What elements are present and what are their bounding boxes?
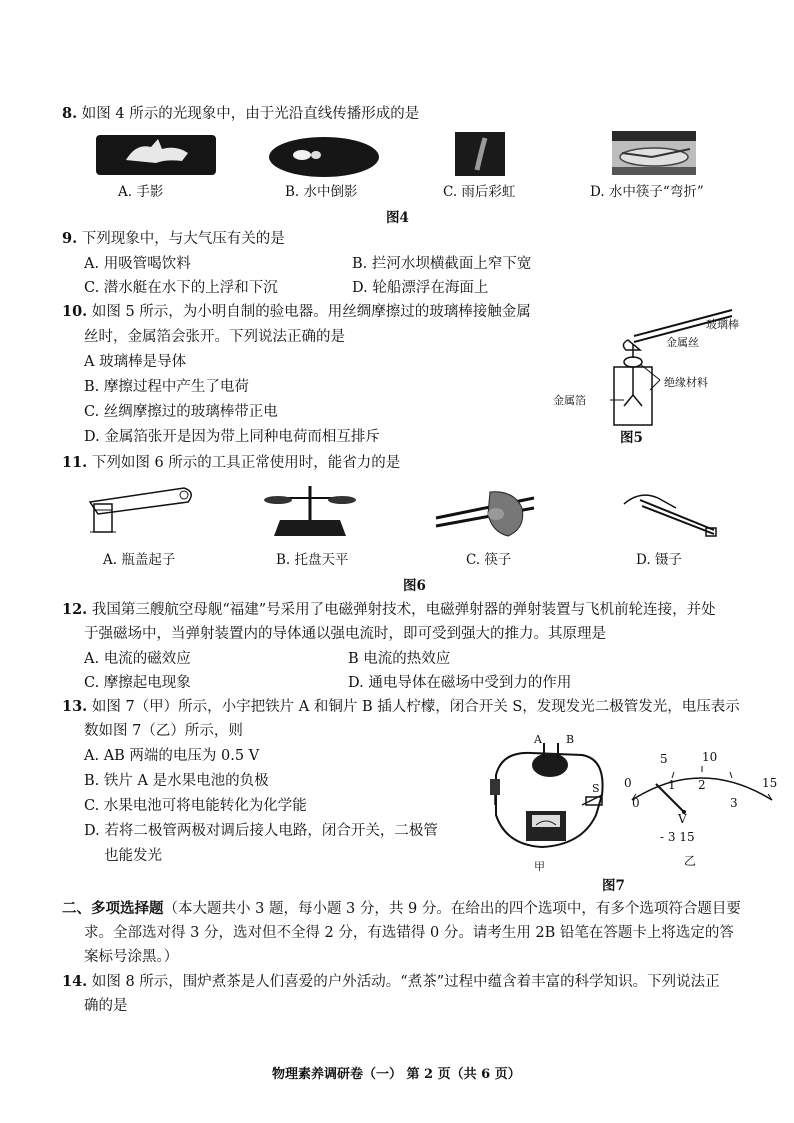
rainbow-image	[455, 132, 505, 176]
chopsticks-image	[430, 484, 540, 540]
section2-text-3: 案标号涂黑。）	[84, 949, 179, 965]
q12-option-d: D. 通电导体在磁场中受到力的作用	[348, 675, 572, 691]
q8-stem-text: 如图 4 所示的光现象中，由于光沿直线传播形成的是	[81, 106, 420, 122]
q12-stem-line1	[62, 600, 716, 620]
q9-number: 9.	[62, 230, 78, 247]
lemon-battery-circuit	[482, 735, 612, 865]
q8-option-c: C. 雨后彩虹	[443, 184, 516, 200]
q11-option-d: D. 镊子	[636, 552, 682, 568]
glass-rod-label: 玻璃棒	[706, 318, 739, 331]
insulator-label: 绝缘材料	[664, 376, 708, 389]
q8-option-a: A. 手影	[118, 184, 164, 200]
q10-option-d: D. 金属箔张开是因为带上同种电荷而相互排斥	[84, 429, 380, 445]
dial-top-tick-5: 5	[660, 752, 668, 766]
q12-option-a: A. 电流的磁效应	[84, 651, 191, 667]
figure-5-label: 图5	[620, 430, 643, 446]
hand-shadow-image	[96, 135, 216, 175]
section2-text-2: 求。全部选对得 3 分，选对但不全得 2 分，有选错得 0 分。请考生用 2B 铅笔在答题卡上将选定的答	[84, 925, 734, 941]
q13-stem-text-1: 如图 7（甲）所示，小宇把铁片 A 和铜片 B 插人柠檬，闭合开关 S，发现发光二极管发光，电压表示	[91, 699, 740, 715]
q11-stem	[62, 453, 400, 473]
dial-bottom-tick-2: 2	[698, 778, 706, 792]
figure-4-label: 图4	[386, 210, 409, 226]
q8-stem	[62, 104, 419, 124]
dial-top-tick-0: 0	[624, 776, 632, 790]
q11-stem-text: 下列如图 6 所示的工具正常使用时，能省力的是	[91, 455, 401, 471]
q11-option-a: A. 瓶盖起子	[103, 552, 176, 568]
q13-option-c: C. 水果电池可将电能转化为化学能	[84, 798, 307, 814]
q12-stem-line2: 于强磁场中，当弹射装置内的导体通以强电流时，即可受到强大的推力。其原理是	[84, 626, 606, 642]
voltmeter-dial	[616, 752, 786, 832]
metal-foil-label: 金属箔	[553, 394, 586, 407]
figure-6-label: 图6	[403, 578, 426, 594]
q10-option-c: C. 丝绸摩擦过的玻璃棒带正电	[84, 404, 278, 420]
q13-number: 13.	[62, 698, 88, 715]
q10-stem-line2: 丝时，金属箔会张开。下列说法正确的是	[84, 329, 345, 345]
dial-terminals: - 3 15	[660, 830, 695, 844]
q10-option-a: A 玻璃棒是导体	[84, 354, 187, 370]
switch-s-label: S	[592, 782, 600, 795]
balance-scale-image	[260, 480, 360, 540]
q14-stem-text-1: 如图 8 所示，围炉煮茶是人们喜爱的户外活动。“煮茶”过程中蕴含着丰富的科学知识。下列说法正	[91, 974, 720, 990]
fig7-jia-label: 甲	[534, 860, 545, 873]
q8-number: 8.	[62, 105, 78, 122]
section2-line1	[62, 899, 741, 919]
q13-stem-line2: 数如图 7（乙）所示，则	[84, 723, 243, 739]
dial-bottom-tick-3: 3	[730, 796, 738, 810]
q14-stem-line1	[62, 972, 720, 992]
dial-bottom-tick-1: 1	[668, 778, 676, 792]
q10-option-b: B. 摩擦过程中产生了电荷	[84, 379, 249, 395]
tweezers-image	[610, 484, 720, 540]
metal-wire-label: 金属丝	[666, 336, 699, 349]
dial-unit-v: V	[678, 812, 687, 826]
q13-option-d: D. 若将二极管两极对调后接人电路，闭合开关，二极管	[84, 823, 438, 839]
figure-7-label: 图7	[602, 878, 625, 894]
dial-top-tick-15: 15	[762, 776, 778, 790]
q12-number: 12.	[62, 601, 88, 618]
q13-option-a: A. AB 两端的电压为 0.5 V	[84, 748, 260, 764]
q10-number: 10.	[62, 303, 88, 320]
q11-option-b: B. 托盘天平	[276, 552, 349, 568]
q13-option-b: B. 铁片 A 是水果电池的负极	[84, 773, 269, 789]
q9-stem	[62, 229, 285, 249]
q8-option-d: D. 水中筷子“弯折”	[590, 184, 704, 200]
q9-stem-text: 下列现象中，与大气压有关的是	[81, 231, 285, 247]
q12-option-b: B 电流的热效应	[348, 651, 451, 667]
electrode-b-label: B	[566, 733, 575, 746]
page-footer: 物理素养调研卷（一） 第 2 页（共 6 页）	[272, 1067, 521, 1082]
q8-option-b: B. 水中倒影	[285, 184, 358, 200]
q9-option-b: B. 拦河水坝横截面上窄下宽	[352, 256, 532, 272]
fig7-yi-label: 乙	[684, 854, 697, 868]
q9-option-c: C. 潜水艇在水下的上浮和下沉	[84, 280, 278, 296]
section2-text-1: （本大题共小 3 题，每小题 3 分，共 9 分。在给出的四个选项中，有多个选项符合题目要	[163, 901, 741, 917]
electrode-a-label: A	[534, 733, 542, 746]
q10-stem-line1	[62, 302, 531, 322]
water-reflection-image	[268, 135, 380, 179]
bottle-opener-image	[84, 480, 204, 540]
q14-stem-line2: 确的是	[84, 998, 128, 1014]
dial-top-tick-10: 10	[702, 750, 718, 764]
q13-stem-line1	[62, 697, 740, 717]
q11-number: 11.	[62, 454, 88, 471]
q10-stem-text-1: 如图 5 所示，为小明自制的验电器。用丝绸摩擦过的玻璃棒接触金属	[91, 304, 531, 320]
q13-option-d-cont: 也能发光	[104, 848, 162, 864]
q11-option-c: C. 筷子	[466, 552, 512, 568]
section2-title: 二、多项选择题	[62, 900, 164, 917]
bent-chopstick-image	[612, 131, 696, 175]
q12-stem-text-1: 我国第三艘航空母舰“福建”号采用了电磁弹射技术，电磁弹射器的弹射装置与飞机前轮连接，并处	[91, 602, 716, 618]
q9-option-a: A. 用吸管喝饮料	[84, 256, 191, 272]
dial-bottom-tick-0: 0	[632, 796, 640, 810]
q14-number: 14.	[62, 973, 88, 990]
q9-option-d: D. 轮船漂浮在海面上	[352, 280, 489, 296]
q12-option-c: C. 摩擦起电现象	[84, 675, 191, 691]
